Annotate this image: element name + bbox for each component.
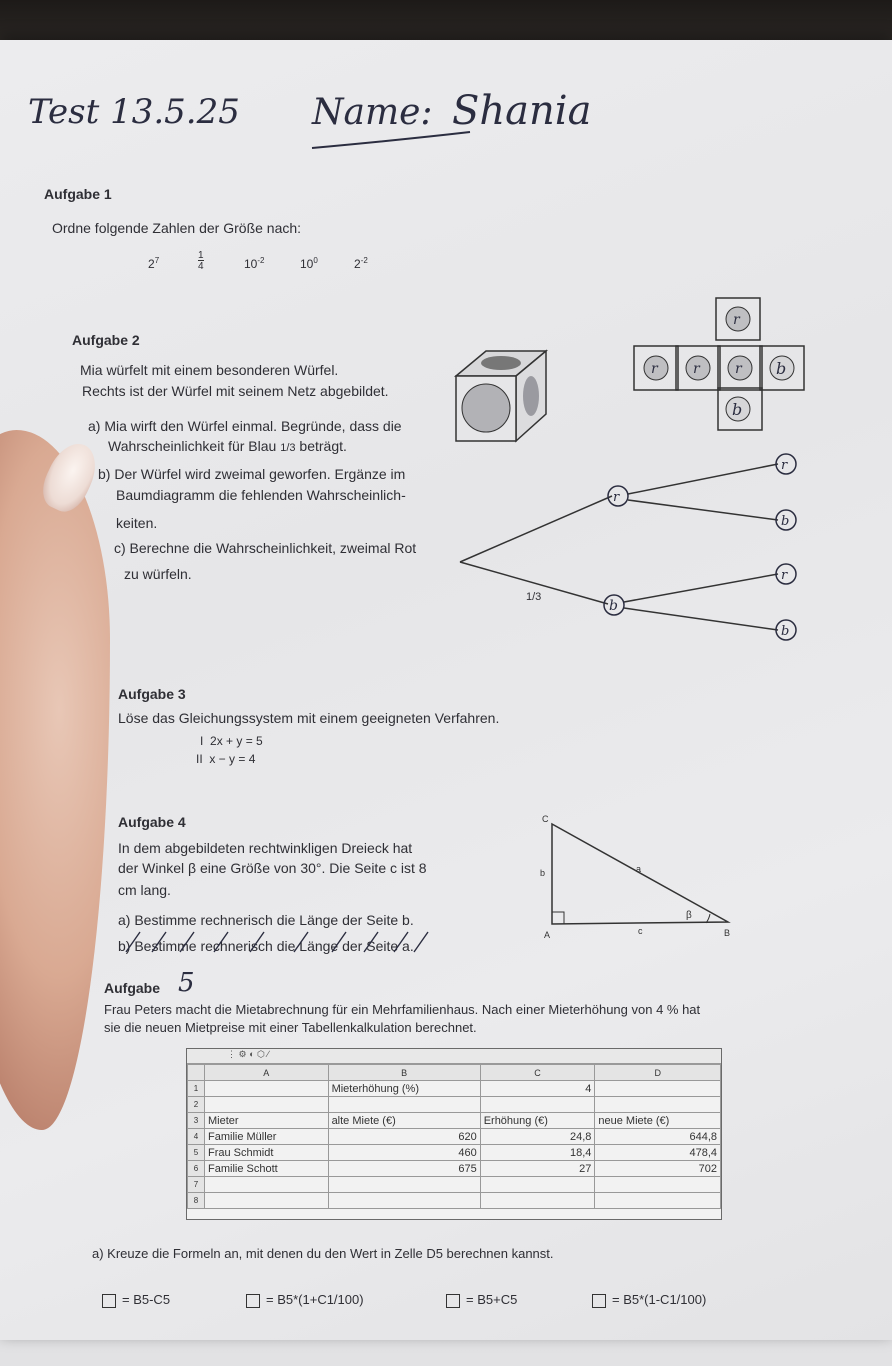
table-row: 5 Frau Schmidt 460 18,4 478,4 [188, 1145, 721, 1161]
name-label: Name: [312, 92, 433, 133]
svg-text:A: A [544, 930, 551, 940]
checkbox-icon[interactable] [592, 1294, 606, 1308]
value-2: 1 4 [198, 250, 204, 272]
task2-intro-2: Rechts ist der Würfel mit seinem Netz abgebildet. [82, 383, 389, 399]
task2-title: Aufgabe 2 [72, 332, 140, 348]
checkbox-icon[interactable] [246, 1294, 260, 1308]
dice-net [632, 296, 812, 436]
spreadsheet-toolbar: ⋮ ⚙ ◐ ⬡ ∕ [187, 1049, 721, 1064]
svg-text:b: b [609, 598, 618, 614]
task2-b-line1: b) Der Würfel wird zweimal geworfen. Ergänze im [98, 466, 406, 482]
svg-text:b: b [732, 400, 743, 419]
checkbox-icon[interactable] [102, 1294, 116, 1308]
test-date-label: Test 13.5.25 [28, 92, 240, 132]
option-checkbox-1[interactable]: = B5-C5 [102, 1292, 170, 1308]
svg-text:r: r [781, 458, 788, 473]
task2-a-line2: Wahrscheinlichkeit für Blau 1/3 beträgt. [108, 438, 347, 454]
equation-2: II x − y = 4 [196, 752, 256, 766]
svg-text:r: r [735, 361, 742, 377]
svg-text:β: β [686, 910, 692, 921]
svg-text:b: b [781, 624, 790, 639]
svg-text:r: r [693, 361, 700, 377]
table-row: 7 [188, 1177, 721, 1193]
task4-b: b) Bestimme rechnerisch die Länge der Seite a. [118, 938, 414, 954]
task1-title: Aufgabe 1 [44, 186, 112, 202]
task2-b-line2: Baumdiagramm die fehlenden Wahrscheinlich- [116, 487, 406, 503]
table-row: 8 [188, 1193, 721, 1209]
dice-drawing [446, 346, 566, 466]
column-header: A [205, 1065, 329, 1081]
table-row: 1 Mieterhöhung (%) 4 [188, 1081, 721, 1097]
option-checkbox-2[interactable]: = B5*(1+C1/100) [246, 1292, 364, 1308]
task2-c-line2: zu würfeln. [124, 566, 192, 582]
svg-text:1/3: 1/3 [526, 591, 542, 603]
column-header: C [480, 1065, 595, 1081]
svg-text:B: B [724, 928, 731, 938]
task4-text-1: In dem abgebildeten rechtwinkligen Dreieck hat [118, 840, 413, 856]
task3-prompt: Löse das Gleichungssystem mit einem geeigneten Verfahren. [118, 710, 500, 726]
task5-question-a: a) Kreuze die Formeln an, mit denen du den Wert in Zelle D5 berechnen kannst. [92, 1246, 554, 1261]
checkbox-icon[interactable] [446, 1294, 460, 1308]
svg-text:r: r [651, 361, 658, 377]
option-checkbox-3[interactable]: = B5+C5 [446, 1292, 517, 1308]
value-4: $10^0$ [300, 256, 318, 271]
spreadsheet-grid [187, 1064, 721, 1209]
task4-title: Aufgabe 4 [118, 814, 186, 830]
svg-text:b: b [776, 359, 787, 378]
task3-title: Aufgabe 3 [118, 686, 186, 702]
triangle-drawing [540, 814, 760, 944]
task2-intro-1: Mia würfelt mit einem besonderen Würfel. [80, 362, 339, 378]
svg-text:a: a [636, 864, 642, 874]
task5-title: Aufgabe [104, 980, 160, 996]
column-header: D [595, 1065, 721, 1081]
svg-text:c: c [638, 926, 643, 936]
svg-text:r: r [613, 490, 620, 505]
task4-text-3: cm lang. [118, 882, 171, 898]
name-underline [0, 0, 892, 200]
table-row: 6 Familie Schott 675 27 702 [188, 1161, 721, 1177]
task2-a-line1: a) Mia wirft den Würfel einmal. Begründe, dass die [88, 418, 402, 434]
svg-text:C: C [542, 814, 549, 824]
table-row: 3 Mieter alte Miete (€) Erhöhung (€) neue Miete (€) [188, 1113, 721, 1129]
svg-text:b: b [540, 868, 546, 878]
task4-b-strikethrough [118, 928, 448, 958]
value-3: $10^{-2}$ [244, 256, 265, 271]
svg-text:b: b [781, 514, 790, 529]
value-1: $2^7$ [148, 256, 160, 271]
task5-text-1: Frau Peters macht die Mietabrechnung für ein Mehrfamilienhaus. Nach einer Mieterhöhung von 4 % hat [104, 1002, 701, 1017]
task5-handwritten-number: 5 [178, 968, 195, 998]
task2-b-line3: keiten. [116, 515, 158, 531]
task4-a: a) Bestimme rechnerisch die Länge der Seite b. [118, 912, 414, 928]
tree-diagram [460, 450, 820, 650]
task1-prompt: Ordne folgende Zahlen der Größe nach: [52, 220, 302, 236]
equation-1: I 2x + y = 5 [200, 734, 263, 748]
svg-text:r: r [733, 312, 740, 328]
student-name: Shania [452, 88, 592, 134]
table-row: 4 Familie Müller 620 24,8 644,8 [188, 1129, 721, 1145]
svg-text:r: r [781, 568, 788, 583]
value-5: $2^{-2}$ [354, 256, 368, 271]
task4-text-2: der Winkel β eine Größe von 30°. Die Seite c ist 8 [118, 860, 427, 876]
task5-text-2: sie die neuen Mietpreise mit einer Tabellenkalkulation berechnet. [104, 1020, 477, 1035]
task2-c-line1: c) Berechne die Wahrscheinlichkeit, zweimal Rot [114, 540, 417, 556]
table-row: 2 [188, 1097, 721, 1113]
column-header: B [328, 1065, 480, 1081]
spreadsheet [186, 1048, 722, 1220]
option-checkbox-4[interactable]: = B5*(1-C1/100) [592, 1292, 706, 1308]
